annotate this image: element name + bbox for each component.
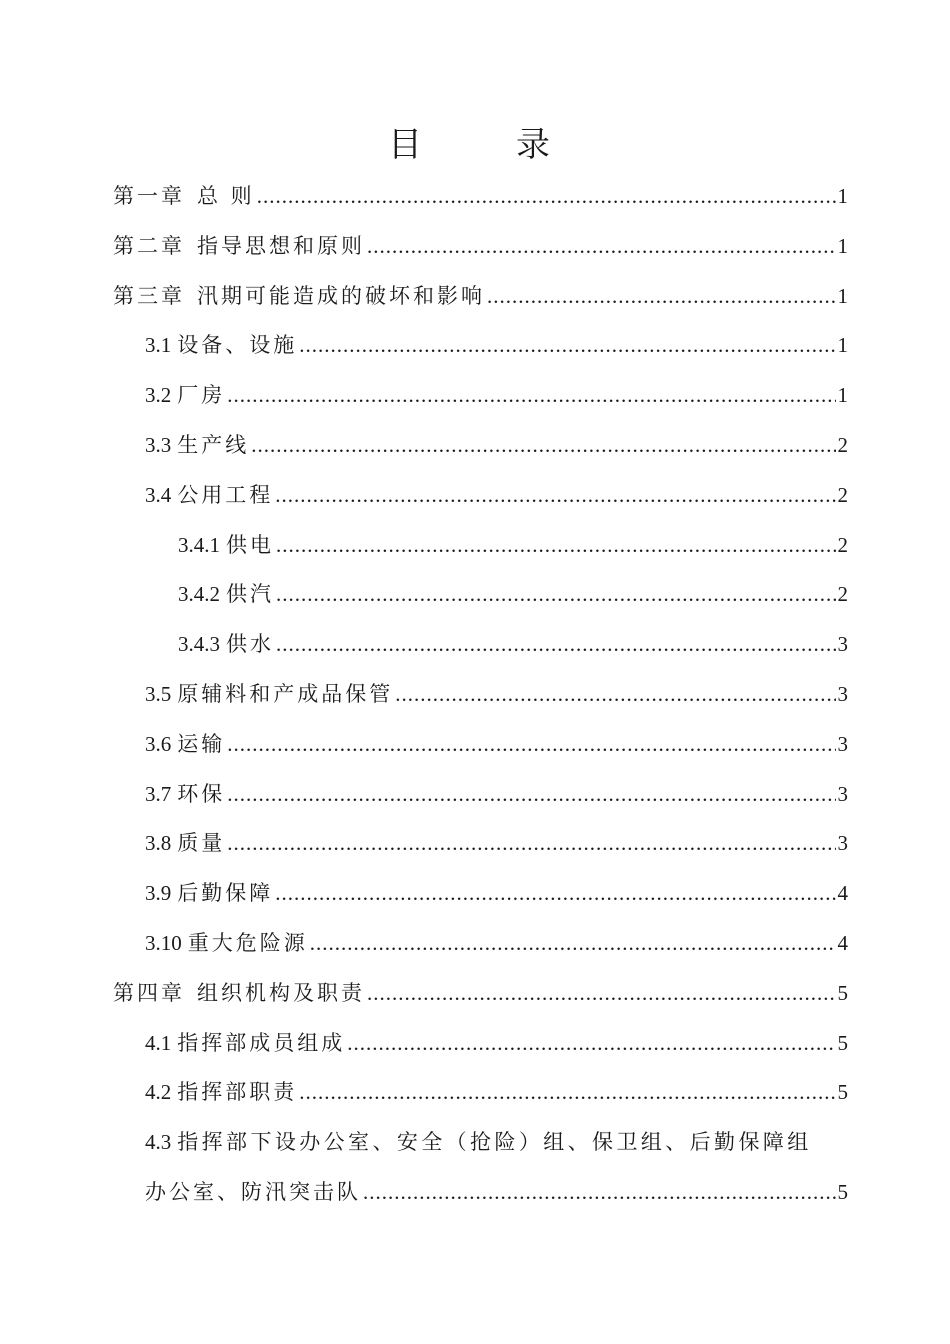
toc-entry-label: [145, 1068, 297, 1118]
chapter-number: 第一章: [113, 184, 185, 208]
toc-title: 目 录: [388, 125, 580, 165]
section-number: 4.3: [145, 1130, 172, 1155]
page-number: 3: [837, 681, 848, 706]
dot-leader: [276, 620, 836, 670]
toc-section-entry[interactable]: [0, 471, 950, 521]
entry-title-part-2: 办公室、防汛突击队: [145, 1179, 361, 1204]
entry-title: 供汽: [226, 582, 274, 607]
entry-title: 运输: [177, 731, 226, 756]
page-number: 4: [837, 930, 848, 955]
entry-title: 原辅料和产成品保管: [177, 681, 394, 706]
entry-title: 厂房: [177, 383, 226, 408]
dot-leader: [310, 919, 836, 969]
section-number: 4.1: [145, 1030, 172, 1055]
entry-title: 后勤保障: [177, 881, 274, 906]
page-number: 1: [837, 283, 848, 308]
toc-entry-label: [113, 172, 255, 222]
page-number: 1: [837, 184, 848, 208]
section-number: 3.10: [145, 930, 182, 955]
dot-leader: [227, 770, 835, 820]
toc-chapter-entry[interactable]: [0, 969, 950, 1019]
toc-section-entry[interactable]: [0, 371, 950, 421]
entry-title: 汛期可能造成的破坏和影响: [197, 283, 485, 308]
toc-entry-label: [145, 720, 225, 770]
toc-section-entry[interactable]: [0, 1019, 950, 1069]
entry-title: 设备、设施: [177, 333, 298, 358]
section-number: 3.4: [145, 482, 172, 507]
section-number: 3.4.1: [178, 532, 220, 557]
toc-section-entry[interactable]: [0, 720, 950, 770]
dot-leader: [367, 222, 836, 272]
toc-entry-label: [145, 869, 273, 919]
toc-entry-label: [145, 421, 249, 471]
section-number: 3.4.3: [178, 632, 220, 657]
dot-leader: [227, 819, 835, 869]
toc-entry-label: [113, 272, 485, 322]
page-number: 5: [837, 980, 848, 1005]
toc-entry-label: [145, 1019, 345, 1069]
entry-title: 指挥部职责: [177, 1080, 298, 1105]
toc-section-entry[interactable]: [0, 869, 950, 919]
toc-entry-label: [113, 222, 365, 272]
entry-title: 总 则: [197, 184, 255, 208]
toc-chapter-entry[interactable]: [0, 272, 950, 322]
dot-leader: [275, 471, 835, 521]
toc-section-entry[interactable]: [0, 421, 950, 471]
section-number: 3.7: [145, 781, 172, 806]
section-number: 4.2: [145, 1080, 172, 1105]
page-number: 5: [837, 1030, 848, 1055]
entry-title: 公用工程: [177, 482, 274, 507]
entry-title: 指导思想和原则: [197, 233, 365, 258]
toc-entry-label: [145, 321, 297, 371]
page-number: 1: [837, 333, 848, 358]
toc-entry-label: [145, 919, 308, 969]
dot-leader: [363, 1168, 836, 1218]
toc-entry-label: [145, 471, 273, 521]
entry-title-line-1: [145, 1118, 848, 1168]
chapter-number: 第四章: [113, 980, 185, 1005]
page-number: 2: [837, 482, 848, 507]
toc-entry-label: [178, 570, 274, 620]
dot-leader: [275, 869, 835, 919]
dot-leader: [276, 521, 836, 571]
toc-entry-label: [145, 371, 225, 421]
section-number: 3.8: [145, 831, 172, 856]
page-number: 5: [837, 1179, 848, 1204]
page-number: 1: [837, 233, 848, 258]
dot-leader: [257, 172, 836, 222]
toc-section-entry[interactable]: [0, 620, 950, 670]
toc-entry-label: [178, 620, 274, 670]
chapter-number: 第三章: [113, 283, 185, 308]
dot-leader: [251, 421, 835, 471]
table-of-contents: [0, 172, 950, 1218]
entry-title: 指挥部成员组成: [177, 1030, 346, 1055]
toc-entry-label: [145, 770, 225, 820]
dot-leader: [276, 570, 836, 620]
dot-leader: [227, 371, 835, 421]
toc-section-entry[interactable]: [0, 570, 950, 620]
entry-title-part-1: 指挥部下设办公室、安全（抢险）组、保卫组、后勤保障组: [177, 1130, 812, 1155]
dot-leader: [299, 1068, 835, 1118]
dot-leader: [367, 969, 836, 1019]
dot-leader: [227, 720, 835, 770]
toc-chapter-entry[interactable]: [0, 222, 950, 272]
entry-title: 环保: [177, 781, 226, 806]
page-number: 3: [837, 781, 848, 806]
page-number: 4: [837, 881, 848, 906]
toc-section-entry[interactable]: [0, 919, 950, 969]
page-number: 2: [837, 432, 848, 457]
toc-entry-label: [145, 819, 225, 869]
section-number: 3.1: [145, 333, 172, 358]
entry-title: 供电: [226, 532, 274, 557]
toc-section-entry[interactable]: [0, 521, 950, 571]
toc-section-entry[interactable]: [0, 1068, 950, 1118]
toc-section-entry-multiline[interactable]: [0, 1118, 950, 1218]
section-number: 3.2: [145, 383, 172, 408]
page-number: 2: [837, 532, 848, 557]
page-number: 2: [837, 582, 848, 607]
page-number: 3: [837, 731, 848, 756]
entry-title: 组织机构及职责: [197, 980, 365, 1005]
toc-chapter-entry[interactable]: [0, 172, 950, 222]
toc-section-entry[interactable]: [0, 819, 950, 869]
page-number: 1: [837, 383, 848, 408]
entry-title: 质量: [177, 831, 226, 856]
section-number: 3.5: [145, 681, 172, 706]
page-number: 3: [837, 632, 848, 657]
toc-section-entry[interactable]: [0, 770, 950, 820]
section-number: 3.4.2: [178, 582, 220, 607]
dot-leader: [487, 272, 836, 322]
entry-title: 重大危险源: [187, 930, 308, 955]
page-number: 3: [837, 831, 848, 856]
section-number: 3.6: [145, 731, 172, 756]
dot-leader: [347, 1019, 835, 1069]
toc-entry-label: [113, 969, 365, 1019]
toc-entry-label: [145, 670, 393, 720]
toc-section-entry[interactable]: [0, 321, 950, 371]
page-number: 5: [837, 1080, 848, 1105]
dot-leader: [395, 670, 835, 720]
entry-title: 供水: [226, 632, 274, 657]
toc-entry-label: [178, 521, 274, 571]
chapter-number: 第二章: [113, 233, 185, 258]
entry-title: 生产线: [177, 432, 250, 457]
section-number: 3.9: [145, 881, 172, 906]
toc-section-entry[interactable]: [0, 670, 950, 720]
section-number: 3.3: [145, 432, 172, 457]
dot-leader: [299, 321, 835, 371]
